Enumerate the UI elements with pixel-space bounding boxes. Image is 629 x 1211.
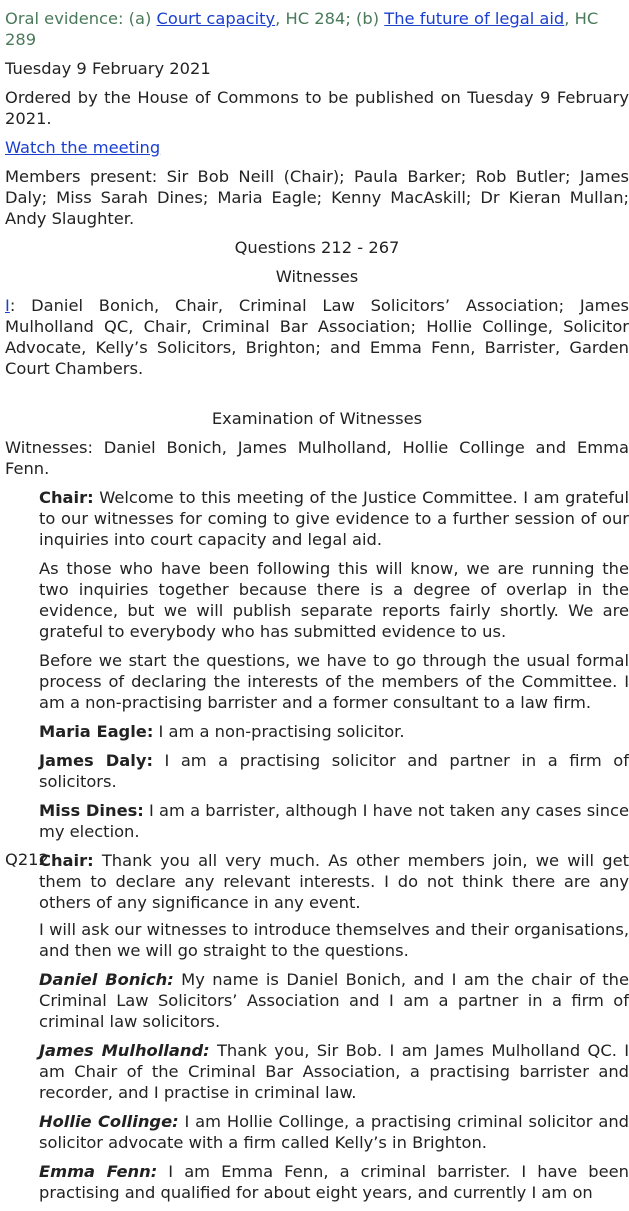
title-prefix: Oral evidence: (a)	[5, 9, 157, 28]
paragraph	[39, 558, 629, 642]
document-page	[5, 8, 629, 1211]
paragraph-text: Thank you, Sir Bob. I am James Mulholland QC. I am Chair of the Criminal Bar Association, a practising barrister and recorder, and I practise in criminal law.	[39, 1041, 629, 1102]
title-suffix: , HC 289	[5, 9, 599, 49]
paragraph	[39, 969, 629, 1032]
paragraph-text: I am Hollie Collinge, a practising criminal solicitor and solicitor advocate with a firm called Kelly’s in Brighton.	[39, 1112, 629, 1152]
speaker-name: Maria Eagle:	[39, 722, 154, 741]
paragraph-text: Before we start the questions, we have to go through the usual formal process of declaring the interests of the members of the Committee. I am a non-practising barrister and a former consultant to a law firm.	[39, 651, 629, 712]
speaker-name: James Daly:	[39, 751, 153, 770]
speaker-name: Daniel Bonich:	[39, 970, 174, 989]
watch-meeting-link[interactable]: Watch the meeting	[5, 138, 161, 157]
panel-witnesses	[5, 295, 629, 379]
paragraph-text: I am a non-practising solicitor.	[153, 722, 405, 741]
paragraph-text: Welcome to this meeting of the Justice Committee. I am grateful to our witnesses for coming to give evidence to a further session of our inquiries into court capacity and legal aid.	[39, 488, 629, 549]
speaker-name: Chair:	[39, 851, 94, 870]
title-mid: , HC 284; (b)	[275, 9, 385, 28]
question-number: Q212	[5, 850, 49, 869]
paragraph	[39, 1111, 629, 1153]
members-present: Members present: Sir Bob Neill (Chair); Paula Barker; Rob Butler; James Daly; Miss Sarah Dines; Maria Eagle; Kenny MacAskill; Dr Kieran Mullan; Andy Slaughter.	[5, 167, 629, 228]
speaker-name: Miss Dines:	[39, 801, 144, 820]
paragraph	[39, 850, 629, 913]
meeting-date: Tuesday 9 February 2021	[5, 59, 211, 78]
court-capacity-link[interactable]: Court capacity	[156, 9, 276, 28]
paragraph	[39, 721, 629, 742]
panel-link[interactable]: I	[5, 296, 10, 315]
publication-order: Ordered by the House of Commons to be published on Tuesday 9 February 2021.	[5, 88, 629, 128]
watch-row	[5, 137, 629, 158]
speaker-name: Emma Fenn:	[39, 1162, 158, 1181]
paragraph-text: I am a barrister, although I have not taken any cases since my election.	[39, 801, 629, 841]
paragraph	[39, 800, 629, 842]
panel-text: : Daniel Bonich, Chair, Criminal Law Solicitors’ Association; James Mulholland QC, Chair, Criminal Bar Association; Hollie Collinge, Solicitor Advocate, Kelly’s Solicitors, Brighton; and Emma Fenn, Barrister, Garden Court Chambers.	[5, 296, 629, 378]
document-title	[5, 8, 629, 50]
paragraph-text: I am Emma Fenn, a criminal barrister. I have been practising and qualified for about eight years, and currently I am on	[39, 1162, 629, 1202]
speaker-name: Chair:	[39, 488, 94, 507]
paragraph	[39, 650, 629, 713]
paragraph	[39, 1040, 629, 1103]
examination-heading: Examination of Witnesses	[211, 409, 423, 428]
question-block	[5, 850, 629, 961]
paragraph: I will ask our witnesses to introduce themselves and their organisations, and then we will go straight to the questions.	[39, 920, 629, 960]
paragraph	[39, 750, 629, 792]
witnesses-heading: Witnesses	[275, 267, 359, 286]
speaker-name: James Mulholland:	[39, 1041, 210, 1060]
paragraph-text: As those who have been following this will know, we are running the two inquiries together because there is a degree of overlap in the evidence, but we will publish separate reports fairly shortly. We are grateful to everybody who has submitted evidence to us.	[39, 559, 629, 641]
paragraph-text: I am a practising solicitor and partner in a firm of solicitors.	[39, 751, 629, 791]
paragraph-text: Thank you all very much. As other members join, we will get them to declare any relevant interests. I do not think there are any others of any significance in any event.	[39, 851, 629, 912]
examination-witnesses: Witnesses: Daniel Bonich, James Mulholland, Hollie Collinge and Emma Fenn.	[5, 438, 629, 478]
legal-aid-link[interactable]: The future of legal aid	[384, 9, 565, 28]
questions-range: Questions 212 - 267	[234, 238, 400, 257]
paragraph	[39, 1161, 629, 1203]
paragraph	[39, 487, 629, 550]
paragraph-text: My name is Daniel Bonich, and I am the chair of the Criminal Law Solicitors’ Association and I am a partner in a firm of criminal law solicitors.	[39, 970, 629, 1031]
speaker-name: Hollie Collinge:	[39, 1112, 179, 1131]
